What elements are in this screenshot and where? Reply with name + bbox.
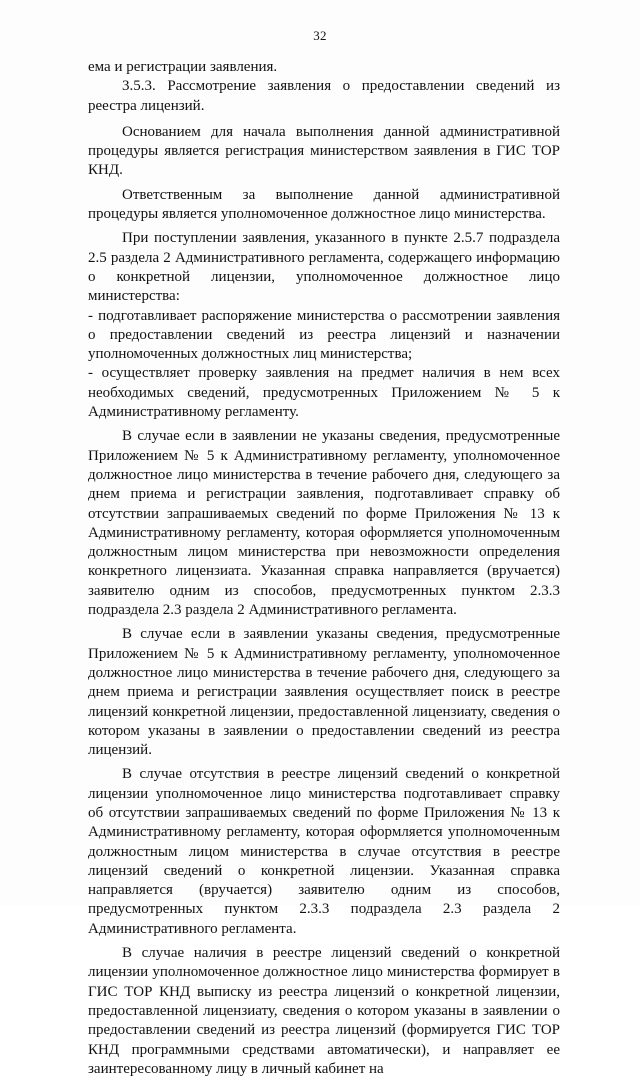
page-number: 32 — [313, 28, 327, 43]
section-heading-3-5-3: 3.5.3. Рассмотрение заявления о предоставлении сведений из реестра лицензий. — [88, 78, 560, 114]
page-body — [88, 58, 560, 1079]
paragraph-case-absent: В случае отсутствия в реестре лицензий сведений о конкретной лицензии уполномоченное лицо министерства подготавливает справку об отсутствии запрашиваемых сведений по форме Приложения № 13 к Административному регламенту, которая оформляется уполномоченным должностным лицом министерства в случае отсутствия в реестре лицензий сведений о конкретной лицензии. Указанная справка направляется (вручается) заявителю одним из способов, предусмотренных пунктом 2.3.3 подраздела 2.3 раздела 2 Административного регламента. — [88, 766, 560, 937]
list-item-checks-application: - осуществляет проверку заявления на предмет наличия в нем всех необходимых сведений, предусмотренных Приложением № 5 к Административному регламенту. — [88, 365, 560, 421]
paragraph-basis: Основанием для начала выполнения данной административной процедуры является регистрация министерством заявления в ГИС ТОР КНД. — [88, 123, 560, 179]
paragraph-case-present: В случае наличия в реестре лицензий сведений о конкретной лицензии уполномоченное должностное лицо министерства формирует в ГИС ТОР КНД выписку из реестра лицензий о конкретной лицензии, предоставленной лицензиату, сведения о котором указаны в заявлении о предоставлении сведений из реестра лицензий (формируется ГИС ТОР КНД программными средствами автоматически), и направляет ее заинтересованному лицу в личный кабинет на — [88, 945, 560, 1077]
paragraph-responsible: Ответственным за выполнение данной административной процедуры является уполномоченное должностное лицо министерства. — [88, 186, 560, 223]
paragraph-continuation: ема и регистрации заявления. — [88, 59, 278, 75]
list-item-prepares-order: - подготавливает распоряжение министерства о рассмотрении заявления о предоставлении сведений из реестра лицензий и назначении уполномоченных должностных лиц министерства; — [88, 307, 560, 363]
paragraph-case-not-specified: В случае если в заявлении не указаны сведения, предусмотренные Приложением № 5 к Административному регламенту, уполномоченное должностное лицо министерства в течение рабочего дня, следующего за днем приема и регистрации заявления, подготавливает справку об отсутствии запрашиваемых сведений по форме Приложения № 13 к Административному регламенту, которая оформляется уполномоченным должностным лицом министерства при невозможности определения конкретного лицензиата. Указанная справка направляется (вручается) заявителю одним из способов, предусмотренных пунктом 2.3.3 подраздела 2.3 раздела 2 Административного регламента. — [88, 428, 560, 619]
paragraph-upon-receipt: При поступлении заявления, указанного в пункте 2.5.7 подраздела 2.5 раздела 2 Административного регламента, содержащего информацию о конкретной лицензии, уполномоченное должностное лицо министерства: — [88, 230, 560, 305]
paragraph-case-specified: В случае если в заявлении указаны сведения, предусмотренные Приложением № 5 к Административному регламенту, уполномоченное должностное лицо министерства в течение рабочего дня, следующего за днем приема и регистрации заявления осуществляет поиск в реестре лицензий конкретной лицензии, предоставленной лицензиату, сведения о котором указаны в заявлении о предоставлении сведений из реестра лицензий. — [88, 626, 560, 759]
